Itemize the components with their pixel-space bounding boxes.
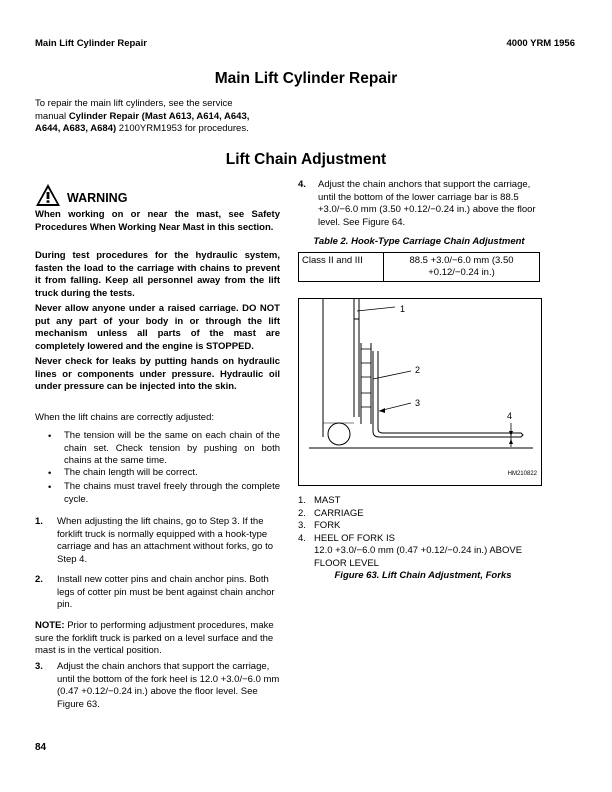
running-header-right: 4000 YRM 1956 xyxy=(506,38,575,49)
figure-code: HM210822 xyxy=(507,471,537,477)
legend-continuation: FLOOR LEVEL xyxy=(314,557,379,569)
step-text: Install new cotter pins and chain anchor pins. Both legs of cotter pin must be bent against chain anchor pin. xyxy=(57,574,275,610)
manual-title: A644, A683, A684) xyxy=(35,123,117,134)
warning-paragraph-2: During test procedures for the hydraulic system, fasten the load to the carriage with chains to prevent it from falling. Keep all personnel away from the lift truck during the tests. xyxy=(35,250,280,299)
figure-caption: Figure 63. Lift Chain Adjustment, Forks xyxy=(334,570,512,581)
body-line xyxy=(35,111,285,124)
legend-number: 2. xyxy=(298,507,306,519)
table-caption: Table 2. Hook-Type Carriage Chain Adjustment xyxy=(313,236,525,247)
legend-item xyxy=(298,508,548,521)
legend-item xyxy=(298,533,548,546)
bullet-item: The tension will be the same on each chain of the chain set. Check tension by pushing on both chains at the same time. xyxy=(64,430,280,466)
table-row xyxy=(299,253,540,282)
warning-paragraph-4: Never check for leaks by putting hands on hydraulic lines or components under pressure. Hydraulic oil under pressure can be injected into the skin. xyxy=(35,356,280,392)
note-label: NOTE: xyxy=(35,620,65,631)
body-text: 2100YRM1953 for procedures. xyxy=(116,123,249,134)
figure-63-illustration xyxy=(298,298,542,486)
warning-paragraph-1: When working on or near the mast, see Safety Procedures When Working Near Mast in this section. xyxy=(35,209,280,233)
bullet-marker: • xyxy=(48,468,52,479)
legend-number: 1. xyxy=(298,495,306,506)
legend-text: FORK xyxy=(314,520,341,531)
table-cell-value: 88.5 +3.0/−6.0 mm (3.50 +0.12/−0.24 in.) xyxy=(384,253,540,282)
step-number: 3. xyxy=(35,661,43,672)
callout-1: 1 xyxy=(400,304,406,314)
body-line: To repair the main lift cylinders, see the service xyxy=(35,98,233,109)
bullet-item: The chain length will be correct. xyxy=(64,467,198,478)
legend-continuation: 12.0 +3.0/−6.0 mm (0.47 +0.12/−0.24 in.) ABOVE xyxy=(314,545,523,556)
callout-2: 2 xyxy=(415,365,421,375)
legend-text: CARRIAGE xyxy=(314,507,364,519)
legend-item xyxy=(298,520,548,533)
callout-4: 4 xyxy=(507,411,513,421)
section-title-lift-chain-adjustment: Lift Chain Adjustment xyxy=(225,151,387,168)
figure-legend xyxy=(298,495,548,570)
section-body-cylinder-repair xyxy=(35,98,285,136)
legend-number: 3. xyxy=(298,520,306,531)
section-title-main-lift-cylinder: Main Lift Cylinder Repair xyxy=(214,70,398,87)
step-number: 2. xyxy=(35,574,43,585)
bullet-marker: • xyxy=(48,431,52,442)
step-number: 4. xyxy=(298,179,306,190)
step-number: 1. xyxy=(35,516,43,527)
legend-text: HEEL OF FORK IS xyxy=(314,532,395,544)
step-text: When adjusting the lift chains, go to Step 3. If the forklift truck is normally equipped with a hook-type carriage and has an attachment without forks, go to Step 4. xyxy=(57,516,273,565)
note xyxy=(35,620,282,658)
step-text: Adjust the chain anchors that support the carriage, until the bottom of the lower carriage bar is 88.5 +3.0/−6.0 mm (3.50 +0.12/−0.24 in.) above the floor level. See Figure 64. xyxy=(318,179,536,228)
body-text: manual xyxy=(35,110,69,122)
warning-triangle-icon xyxy=(35,183,61,207)
warning-paragraph-3: Never allow anyone under a raised carriage. DO NOT put any part of your body in or through the lift mechanism unless all parts of the mast are completely lowered and the engine is STOPPED. xyxy=(35,303,280,352)
step-text: Adjust the chain anchors that support the carriage, until the bottom of the fork heel is 12.0 +3.0/−6.0 mm (0.47 +0.12/−0.24 in.) above the floor level. See Figure 63. xyxy=(57,661,280,710)
body-line xyxy=(35,123,285,136)
hook-carriage-table xyxy=(298,252,540,282)
table-cell-class: Class II and III xyxy=(299,253,384,282)
bullet-item: The chains must travel freely through the complete cycle. xyxy=(64,481,280,505)
bullets-intro: When the lift chains are correctly adjusted: xyxy=(35,412,215,423)
page-number: 84 xyxy=(35,742,47,753)
legend-item xyxy=(298,495,548,508)
legend-number: 4. xyxy=(298,532,306,544)
manual-title: Cylinder Repair (Mast A613, A614, A643, xyxy=(68,110,250,122)
running-header-left: Main Lift Cylinder Repair xyxy=(35,38,147,49)
warning-title: WARNING xyxy=(67,191,128,205)
legend-text: MAST xyxy=(314,495,341,506)
bullet-marker: • xyxy=(48,482,52,493)
callout-3: 3 xyxy=(415,398,421,408)
note-text: Prior to performing adjustment procedures, make sure the forklift truck is parked on a level surface and the mast is in the vertical position. xyxy=(35,620,274,656)
